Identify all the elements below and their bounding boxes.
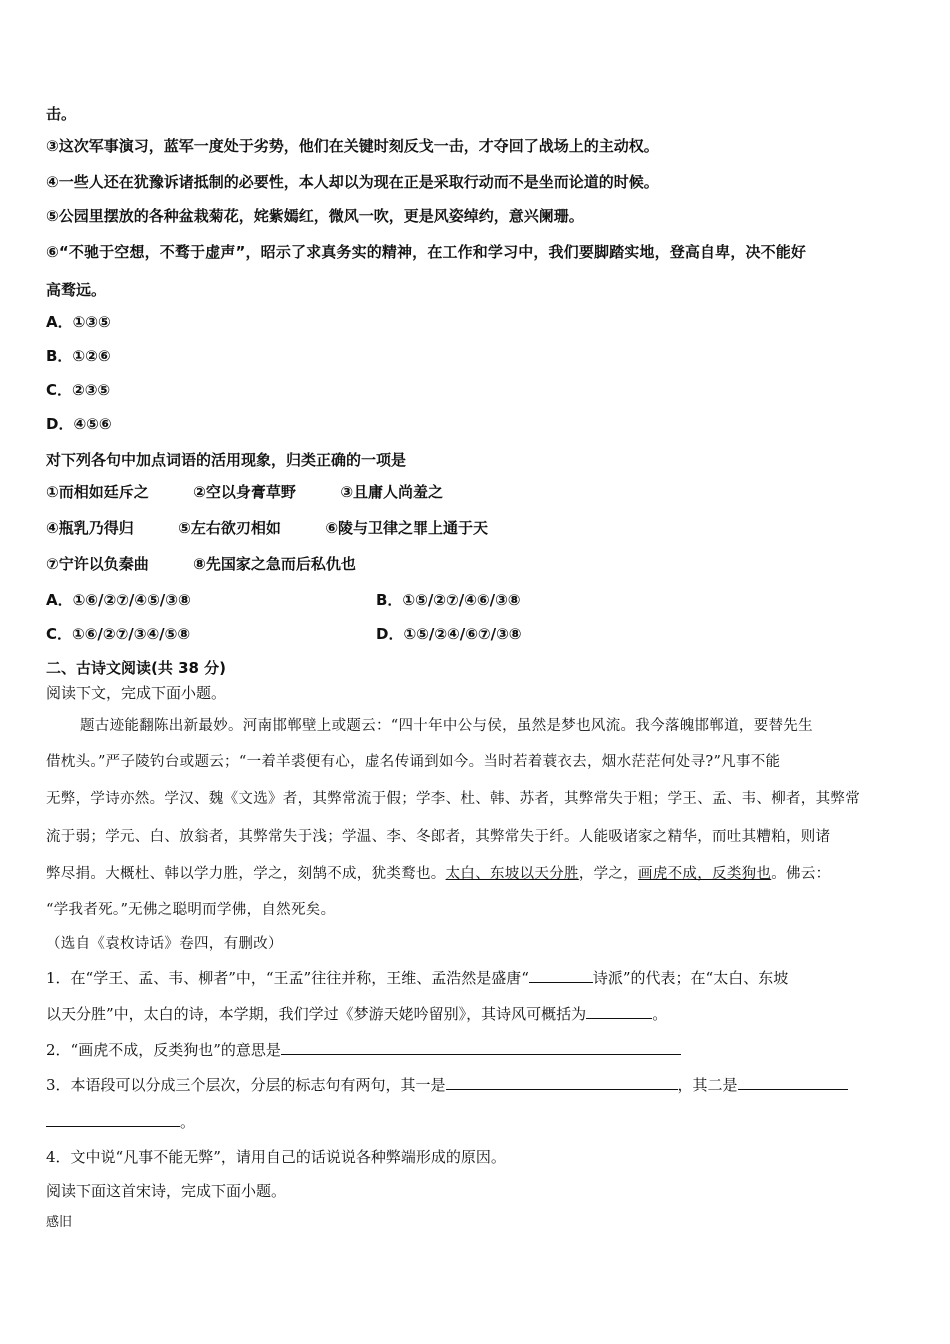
sentence-6: ⑥“不驰于空想，不骛于虚声”，昭示了求真务实的精神，在工作和学习中，我们要脚踏实地，登高自卑，决不能好 [46, 243, 807, 261]
underlined-sentence-1: 太白、东坡以天分胜 [445, 866, 579, 882]
passage-line [46, 864, 830, 884]
option-a[interactable]: A．①⑥/②⑦/④⑤/③⑧ [46, 591, 191, 609]
option-a[interactable]: A．①③⑤ [46, 313, 111, 331]
phrase-item: ②空以身膏草野 [193, 483, 296, 501]
answer-blank[interactable] [529, 968, 593, 983]
question-text: 诗派”的代表；在“太白、东坡 [592, 969, 789, 987]
sentence-4: ④一些人还在犹豫诉诸抵制的必要性，本人却以为现在正是采取行动而不是坐而论道的时候。 [46, 173, 659, 191]
passage-line: 无弊，学诗亦然。学汉、魏《文选》者，其弊常流于假；学李、杜、韩、苏者，其弊常失于粗；学王、孟、韦、柳者，其弊常 [46, 791, 860, 807]
question-2 [46, 1040, 681, 1060]
phrase-item: ⑦宁许以负秦曲 [46, 555, 149, 573]
question-4: 4．文中说“凡事不能无弊”，请用自己的话说说各种弊端形成的原因。 [46, 1148, 506, 1166]
passage-line: 题古迹能翻陈出新最妙。河南邯郸壁上或题云：“四十年中公与侯，虽然是梦也风流。我今落魄邯郸道，要替先生 [80, 718, 813, 734]
question-1 [46, 968, 788, 988]
underlined-sentence-2: 画虎不成，反类狗也 [638, 866, 772, 882]
option-d[interactable]: D．④⑤⑥ [46, 415, 112, 433]
question-text: ，其二是 [677, 1076, 738, 1094]
phrase-item: ⑥陵与卫律之罪上通于天 [325, 519, 489, 537]
question-text: 2．“画虎不成，反类狗也”的意思是 [46, 1041, 281, 1059]
option-c[interactable]: C．①⑥/②⑦/③④/⑤⑧ [46, 625, 191, 643]
question-text: 1．在“学王、孟、韦、柳者”中，“王孟”往往并称，王维、孟浩然是盛唐“ [46, 969, 529, 987]
phrase-item: ⑧先国家之急而后私仇也 [193, 555, 356, 573]
option-b[interactable]: B．①⑤/②⑦/④⑥/③⑧ [376, 591, 521, 609]
option-b[interactable]: B．①②⑥ [46, 347, 111, 365]
passage-text: 弊尽捐。大概杜、韩以学力胜，学之，刻鹄不成，犹类鹜也。 [46, 866, 446, 882]
phrase-row [46, 518, 488, 538]
phrase-item: ④瓶乳乃得归 [46, 519, 134, 537]
question-text: 。 [652, 1005, 668, 1023]
passage-text: 。佛云： [771, 866, 831, 882]
question-3-cont [46, 1112, 195, 1132]
answer-blank[interactable] [586, 1004, 652, 1019]
poem-title: 感旧 [46, 1215, 73, 1230]
phrase-row [46, 554, 356, 574]
passage-source: （选自《袁枚诗话》卷四，有删改） [46, 936, 283, 952]
question-text: 。 [180, 1113, 196, 1131]
phrase-row [46, 482, 443, 502]
phrase-item: ③且庸人尚羞之 [340, 483, 444, 501]
passage-line: 流于弱；学元、白、放翁者，其弊常失于浅；学温、李、冬郎者，其弊常失于纤。人能吸诸家之精华，而吐其糟粕，则诸 [46, 829, 831, 845]
question-stem: 对下列各句中加点词语的活用现象，归类正确的一项是 [46, 451, 407, 469]
sentence-5: ⑤公园里摆放的各种盆栽菊花，姹紫嫣红，微风一吹，更是风姿绰约，意兴阑珊。 [46, 207, 584, 225]
sentence-3: ③这次军事演习，蓝军一度处于劣势，他们在关键时刻反戈一击，才夺回了战场上的主动权。 [46, 137, 659, 155]
reading-intro: 阅读下文，完成下面小题。 [46, 684, 227, 702]
sentence-6-cont: 高骛远。 [46, 281, 107, 299]
question-1-cont [46, 1004, 667, 1024]
passage-line: “学我者死。”无佛之聪明而学佛，自然死矣。 [46, 902, 336, 918]
passage-text: ，学之， [578, 866, 639, 882]
option-c[interactable]: C．②③⑤ [46, 381, 111, 399]
passage-line: 借枕头。”严子陵钓台或题云；“一着羊裘便有心，虚名传诵到如今。当时若着蓑衣去，烟水茫茫何处寻?”凡事不能 [46, 754, 781, 770]
reading-intro: 阅读下面这首宋诗，完成下面小题。 [46, 1182, 287, 1200]
question-text: 以天分胜”中，太白的诗，本学期，我们学过《梦游天姥吟留别》，其诗风可概括为 [46, 1005, 587, 1023]
answer-blank[interactable] [738, 1075, 848, 1090]
question-text: 3．本语段可以分成三个层次，分层的标志句有两句，其一是 [46, 1076, 446, 1094]
option-d[interactable]: D．①⑤/②④/⑥⑦/③⑧ [376, 625, 522, 643]
answer-blank[interactable] [446, 1075, 678, 1090]
phrase-item: ①而相如廷斥之 [46, 483, 149, 501]
question-3 [46, 1075, 848, 1095]
answer-blank[interactable] [46, 1112, 180, 1127]
answer-blank[interactable] [281, 1040, 681, 1055]
phrase-item: ⑤左右欲刃相如 [178, 519, 281, 537]
section-title: 二、古诗文阅读(共 38 分) [46, 659, 227, 677]
text-line: 击。 [46, 105, 77, 123]
